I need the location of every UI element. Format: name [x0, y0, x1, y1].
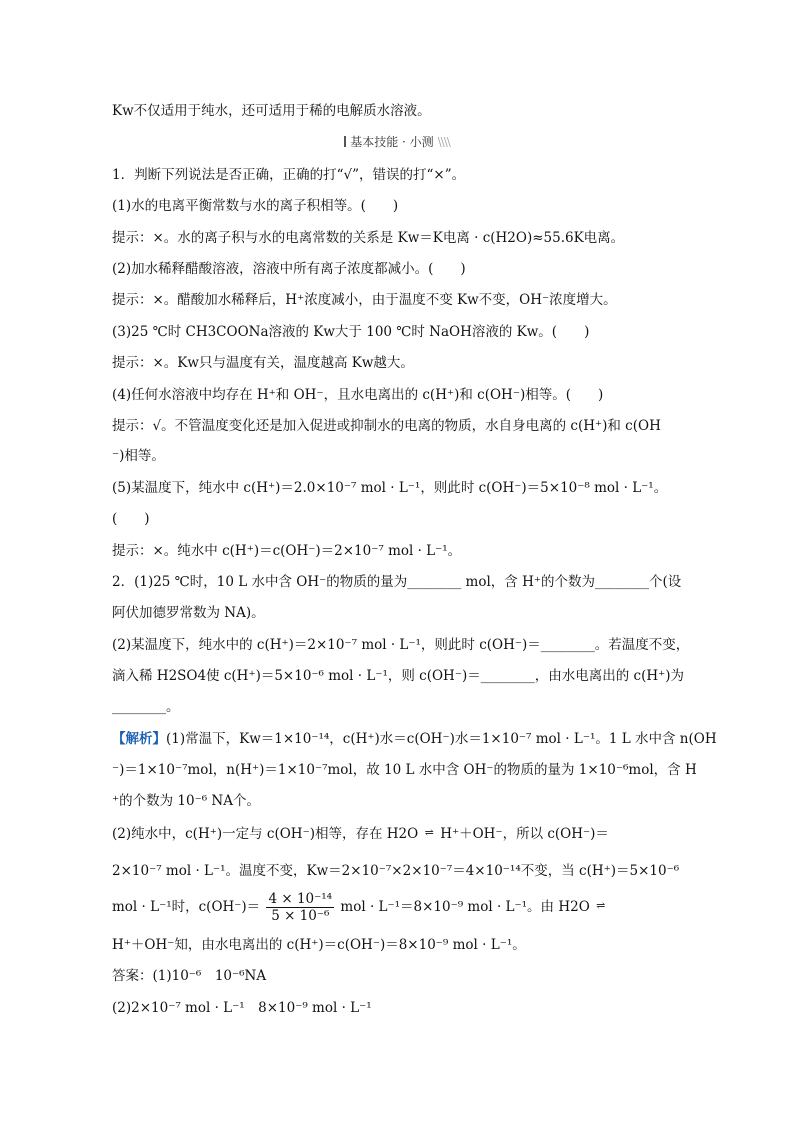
analysis-line3: ⁺的个数为 10⁻⁶ NA个。: [112, 793, 260, 809]
section-bar-icon: [344, 136, 346, 147]
analysis-line7: H⁺＋OH⁻知，由水电离出的 c(H⁺)＝c(OH⁻)＝8×10⁻⁹ mol · L⁻¹。: [112, 937, 526, 953]
equilibrium-arrow-icon: ⇌: [424, 826, 434, 839]
analysis-line5: 2×10⁻⁷ mol · L⁻¹。温度不变，Kw＝2×10⁻⁷×2×10⁻⁷＝4×10⁻¹⁴不变，当 c(H⁺)＝5×10⁻⁶: [112, 863, 680, 879]
q1-item1-hint: 提示：×。水的离子积与水的电离常数的关系是 Kw＝K电离 · c(H2O)≈55.6K电离。: [112, 230, 625, 246]
analysis-line2: ⁻)＝1×10⁻⁷mol，n(H⁺)＝1×10⁻⁷mol，故 10 L 水中含 OH⁻的物质的量为 1×10⁻⁶mol，含 H: [112, 762, 697, 778]
fraction-denominator: 5 × 10⁻⁶: [271, 908, 330, 924]
analysis-text4a: (2)纯水中，c(H⁺)一定与 c(OH⁻)相等，存在 H2O: [112, 826, 419, 842]
q1-item4-hint-line2: ⁻)相等。: [112, 448, 165, 464]
q1-item2-hint: 提示：×。醋酸加水稀释后，H⁺浓度减小，由于温度不变 Kw不变，OH⁻浓度增大。: [112, 292, 617, 308]
q1-item3-hint: 提示：×。Kw只与温度有关，温度越高 Kw越大。: [112, 355, 414, 371]
q1-item4-hint-line1: 提示：√。不管温度变化还是加入促进或抑制水的电离的物质，水自身电离的 c(H⁺)和 c(OH: [112, 418, 661, 434]
q1-item3-question: (3)25 ℃时 CH3COONa溶液的 Kw大于 100 ℃时 NaOH溶液的 Kw。( ): [112, 324, 590, 340]
analysis-line4: [112, 824, 609, 844]
q2-line2: 阿伏加德罗常数为 NA)。: [112, 605, 265, 621]
q2-line3: (2)某温度下，纯水中的 c(H⁺)＝2×10⁻⁷ mol · L⁻¹，则此时 c(OH⁻)＝________。若温度不变，: [112, 637, 690, 653]
analysis-text1: (1)常温下，Kw＝1×10⁻¹⁴，c(H⁺)水＝c(OH⁻)水＝1×10⁻⁷ mol · L⁻¹。1 L 水中含 n(OH: [166, 731, 717, 747]
analysis-text4b: H⁺＋OH⁻，所以 c(OH⁻)＝: [440, 826, 609, 842]
intro-text: Kw不仅适用于纯水，还可适用于稀的电解质水溶液。: [112, 103, 431, 119]
fraction: [266, 891, 334, 924]
q1-item5-question: (5)某温度下，纯水中 c(H⁺)＝2.0×10⁻⁷ mol · L⁻¹，则此时 c(OH⁻)＝5×10⁻⁸ mol · L⁻¹。: [112, 480, 668, 496]
fraction-numerator: 4 × 10⁻¹⁴: [268, 891, 333, 907]
q2-line1: 2．(1)25 ℃时，10 L 水中含 OH⁻的物质的量为________ mol，含 H⁺的个数为________个(设: [112, 574, 682, 590]
analysis-line6: [112, 890, 612, 924]
answer-line1: 答案：(1)10⁻⁶ 10⁻⁶NA: [112, 968, 267, 984]
q2-line4: 滴入稀 H2SO4使 c(H⁺)＝5×10⁻⁶ mol · L⁻¹，则 c(OH⁻)＝________，由水电离出的 c(H⁺)为: [112, 668, 685, 684]
analysis-tag: 【解析】: [112, 731, 166, 747]
analysis-line1: [112, 729, 717, 749]
section-header: [0, 133, 794, 150]
q1-stem: 1．判断下列说法是否正确，正确的打“√”，错误的打“×”。: [112, 167, 466, 183]
section-title: 基本技能 · 小测: [350, 135, 434, 149]
q1-item2-question: (2)加水稀释醋酸溶液，溶液中所有离子浓度都减小。( ): [112, 261, 466, 277]
q1-item4-question: (4)任何水溶液中均存在 H⁺和 OH⁻，且水电离出的 c(H⁺)和 c(OH⁻)相等。( ): [112, 387, 604, 403]
q1-item5-hint: 提示：×。纯水中 c(H⁺)＝c(OH⁻)＝2×10⁻⁷ mol · L⁻¹。: [112, 543, 462, 559]
q1-item5-paren: ( ): [112, 511, 150, 527]
q2-line5: ________。: [112, 699, 180, 715]
q1-item1-question: (1)水的电离平衡常数与水的离子积相等。( ): [112, 198, 399, 214]
equilibrium-arrow-icon-2: ⇌: [596, 899, 606, 912]
analysis-text6b: mol · L⁻¹＝8×10⁻⁹ mol · L⁻¹。由 H2O: [340, 899, 590, 915]
answer-line2: (2)2×10⁻⁷ mol · L⁻¹ 8×10⁻⁹ mol · L⁻¹: [112, 1000, 372, 1016]
hatch-decoration-icon: \\\\: [437, 135, 450, 149]
analysis-text6a: mol · L⁻¹时，c(OH⁻)＝: [112, 899, 261, 915]
